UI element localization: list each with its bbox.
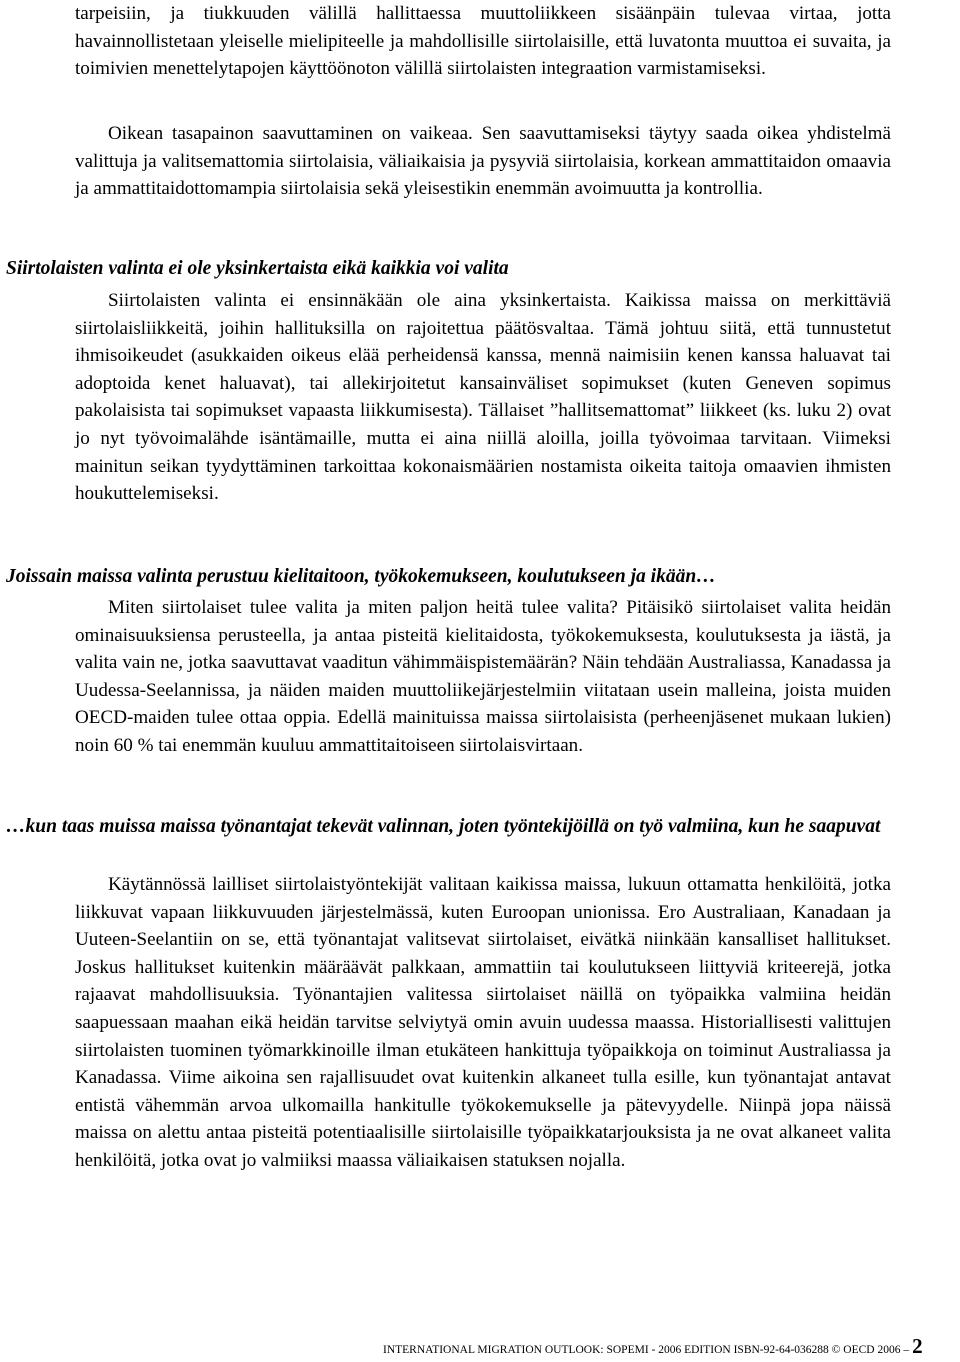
footer-text: INTERNATIONAL MIGRATION OUTLOOK: SOPEMI - 2006 EDITION ISBN-92-64-036288 © OECD 2006 – xyxy=(383,1344,910,1356)
section-heading-employer-selection: …kun taas muissa maissa työnantajat tekevät valinnan, joten työntekijöillä on työ valmiina, kun he saapuvat xyxy=(6,816,881,837)
paragraph-intro-continued: tarpeisiin, ja tiukkuuden välillä hallittaessa muuttoliikkeen sisäänpäin tulevaa virtaa, jotta havainnollistetaan yleiselle mielipiteelle ja mahdollisille siirtolaisille, että luvatonta muuttoa ei suvaita, ja toimivien menettelytapojen käyttöönoton välillä siirtolaisten integraation varmistamiseksi. xyxy=(75,3,891,80)
paragraph-employer-selection: Käytännössä lailliset siirtolaistyöntekijät valitaan kaikissa maissa, lukuun ottamatta henkilöitä, jotka liikkuvat vapaan liikkuvuuden järjestelmässä, kuten Euroopan unionissa. Ero Australiaan, Kanadaan ja Uuteen-Seelantiin on se, että työnantajat valitsevat siirtolaiset, eivätkä niinkään kansalliset hallitukset. Joskus hallitukset kuitenkin määräävät palkkaan, ammattiin tai koulutukseen liittyviä kriteerejä, jotka rajaavat mahdollisuuksia. Työnantajien valitessa siirtolaiset näillä on työpaikka valmiina heidän saapuessaan maahan eikä heidän tarvitse selviytyä omin avuin uudessa maassa. Historiallisesti valittujen siirtolaisten tuominen työmarkkinoille ilman etukäteen hankittuja työpaikkoja on toiminut Australiassa ja Kanadassa. Viime aikoina sen rajallisuudet ovat kuitenkin alkaneet tulla esille, kun työnantajat antavat entistä vähemmän arvoa ulkomailla hankitulle työkokemukselle ja pätevyydelle. Niinpä jopa näissä maissa on alettu antaa pisteitä potentiaalisille siirtolaisille työpaikkatarjouksista ja ne ovat alkaneet valita henkilöitä, jotka ovat jo valmiiksi maassa väliaikaisen statuksen nojalla. xyxy=(75,874,891,1171)
section-heading-selection-not-simple: Siirtolaisten valinta ei ole yksinkertaista eikä kaikkia voi valita xyxy=(6,258,509,279)
paragraph-points-system: Miten siirtolaiset tulee valita ja miten paljon heitä tulee valita? Pitäisikö siirtolaiset valita heidän ominaisuuksiensa perusteella, ja antaa pisteitä kielitaidosta, työkokemuksesta, koulutuksesta ja iästä, ja valita vain ne, jotka saavuttavat vaaditun vähimmäispistemäärän? Näin tehdään Australiassa, Kanadassa ja Uudessa-Seelannissa, ja näiden maiden muuttoliikejärjestelmiin viitataan usein malleina, joista muiden OECD-maiden tulee ottaa oppia. Edellä mainituissa maissa siirtolaisista (perheenjäsenet mukaan lukien) noin 60 % tai enemmän kuuluu ammattitaitoiseen siirtolaisvirtaan. xyxy=(75,597,891,756)
paragraph-balance: Oikean tasapainon saavuttaminen on vaikeaa. Sen saavuttamiseksi täytyy saada oikea yhdistelmä valittuja ja valitsemattomia siirtolaisia, väliaikaisia ja pysyviä siirtolaisia, korkean ammattitaidon omaavia ja ammattitaidottomampia siirtolaisia sekä yleisestikin enemmän avoimuutta ja kontrollia. xyxy=(75,123,891,200)
page-footer xyxy=(383,1334,958,1358)
page-number: 2 xyxy=(912,1334,923,1358)
paragraph-selection: Siirtolaisten valinta ei ensinnäkään ole aina yksinkertaista. Kaikissa maissa on merkittäviä siirtolaisliikkeitä, joihin hallituksilla on rajoitettua päätösvaltaa. Tämä johtuu siitä, että tunnustetut ihmisoikeudet (asukkaiden oikeus elää perheidensä kanssa, mennä naimisiin kenen kanssa haluavat tai adoptoida kenet haluavat), tai allekirjoitetut kansainväliset sopimukset (kuten Geneven sopimus pakolaisista tai sopimukset vapaasta liikkumisesta). Tällaiset ”hallitsemattomat” liikkeet (ks. luku 2) ovat jo nyt työvoimalähde isäntämaille, mutta ei aina niillä aloilla, joilla työvoimaa tarvitaan. Viimeksi mainitun seikan tyydyttäminen tarkoittaa kokonaismäärien nostamista oikeita taitoja omaavien ihmisten houkuttelemiseksi. xyxy=(75,290,891,505)
section-heading-points-based: Joissain maissa valinta perustuu kielitaitoon, työkokemukseen, koulutukseen ja ikään… xyxy=(6,566,716,587)
